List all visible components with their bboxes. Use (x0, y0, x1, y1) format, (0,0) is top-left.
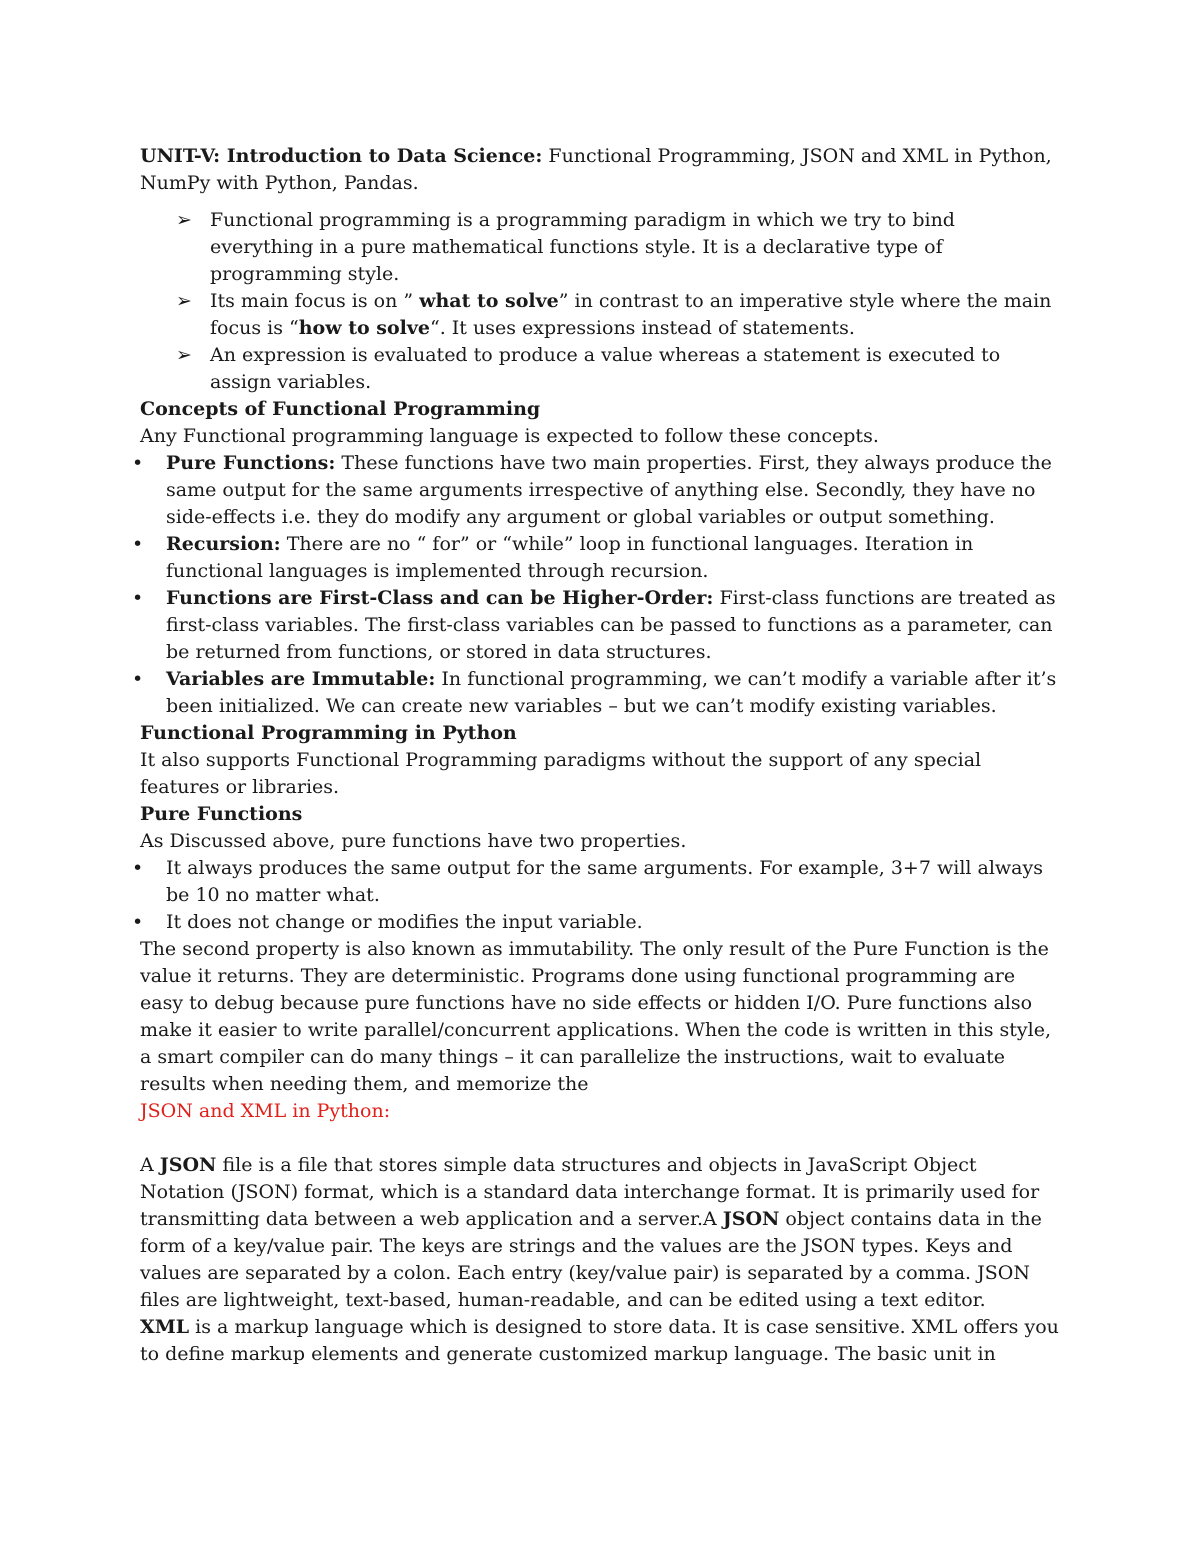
list-item: • Recursion: There are no “ for” or “while” loop in functional languages. Iteration in functional languages is implemented through recursion. (132, 533, 974, 582)
list-item: • Pure Functions: These functions have two main properties. First, they always produce the same output for the same arguments irrespective of anything else. Secondly, they have no side-effects i.e. they do modify any argument or global variables or output something. (132, 452, 1052, 528)
concepts-list (132, 450, 1060, 720)
list-item: • Variables are Immutable: In functional programming, we can’t modify a variable after it’s been initialized. We can create new variables – but we can’t modify existing variables. (132, 668, 1057, 717)
list-item: ➢ Its main focus is on ” what to solve” in contrast to an imperative style where the main focus is “how to solve“. It uses expressions instead of statements. (176, 290, 1052, 339)
arrow-bullet-icon: ➢ (176, 344, 192, 366)
xml-paragraph: XML is a markup language which is designed to store data. It is case sensitive. XML offers you to define markup elements and generate customized markup language. The basic unit in (140, 1316, 1059, 1365)
bullet-icon: • (132, 668, 144, 690)
bullet-icon: • (132, 452, 144, 474)
intro-list (140, 207, 1060, 396)
bullet-icon: • (132, 533, 144, 555)
bullet-icon: • (132, 911, 144, 933)
bullet-icon: • (132, 857, 144, 879)
concepts-intro: Any Functional programming language is expected to follow these concepts. (140, 425, 879, 447)
list-item: • It always produces the same output for the same arguments. For example, 3+7 will always be 10 no matter what. (132, 857, 1043, 906)
document-body (132, 143, 1060, 1368)
unit-title: UNIT-V: Introduction to Data Science: (140, 145, 543, 167)
fp-python-text: It also supports Functional Programming paradigms without the support of any special features or libraries. (140, 749, 982, 798)
unit-heading (140, 143, 1060, 197)
list-item: ➢ Functional programming is a programming paradigm in which we try to bind everything in a pure mathematical functions style. It is a declarative type of programming style. (176, 209, 955, 285)
fp-python-heading: Functional Programming in Python (140, 722, 517, 744)
list-item: • It does not change or modifies the input variable. (140, 909, 1060, 936)
arrow-bullet-icon: ➢ (176, 209, 192, 231)
unit-topics: Functional Programming, JSON and XML in Python, NumPy with Python, Pandas. (140, 145, 1052, 194)
concepts-heading: Concepts of Functional Programming (140, 398, 541, 420)
arrow-bullet-icon: ➢ (176, 290, 192, 312)
list-item: ➢ An expression is evaluated to produce a value whereas a statement is executed to assign variables. (176, 344, 1001, 393)
pure-functions-intro: As Discussed above, pure functions have two properties. (140, 830, 687, 852)
blank-line (140, 1125, 1060, 1152)
json-paragraph: A JSON file is a file that stores simple data structures and objects in JavaScript Object Notation (JSON) format, which is a standard data interchange format. It is primarily used for transmitting data between a web application and a server.A JSON object contains data in the form of a key/value pair. The keys are strings and the values are the JSON types. Keys and values are separated by a colon. Each entry (key/value pair) is separated by a comma. JSON files are lightweight, text-based, human-readable, and can be edited using a text editor. (140, 1154, 1042, 1311)
bullet-icon: • (132, 587, 144, 609)
pure-functions-list (132, 855, 1060, 936)
json-xml-heading: JSON and XML in Python: (140, 1100, 391, 1122)
pure-functions-paragraph: The second property is also known as immutability. The only result of the Pure Function is the value it returns. They are deterministic. Programs done using functional programming are easy to debug because pure functions have no side effects or hidden I/O. Pure functions also make it easier to write parallel/concurrent applications. When the code is written in this style, a smart compiler can do many things – it can parallelize the instructions, wait to evaluate results when needing them, and memorize the (140, 938, 1052, 1095)
pure-functions-heading: Pure Functions (140, 803, 303, 825)
list-item: • Functions are First-Class and can be Higher-Order: First-class functions are treated as first-class variables. The first-class variables can be passed to functions as a parameter, can be returned from functions, or stored in data structures. (132, 587, 1056, 663)
